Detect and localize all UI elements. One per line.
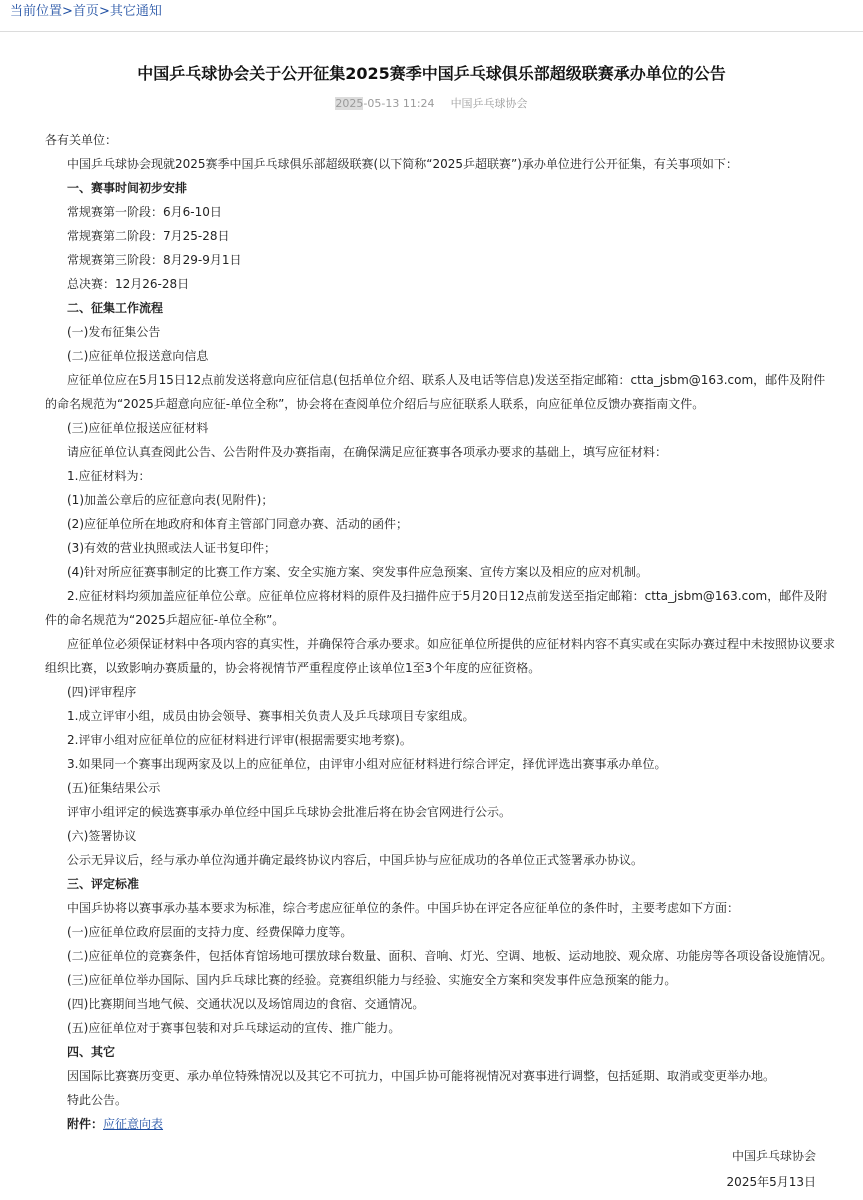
signature-org: 中国乒乓球协会 — [731, 1149, 816, 1163]
publisher: 中国乒乓球协会 — [450, 97, 528, 110]
materials-item: (1)加盖公章后的应征意向表(见附件)； — [67, 493, 274, 507]
attachment-label: 附件： — [67, 1117, 104, 1131]
schedule-item: 常规赛第三阶段：8月29-9月1日 — [67, 253, 242, 267]
section-heading-schedule: 一、赛事时间初步安排 — [67, 181, 188, 195]
criteria-item: (五)应征单位对于赛事包装和对乒乓球运动的宣传、推广能力。 — [67, 1021, 401, 1035]
article-body — [45, 128, 835, 1136]
article-meta — [0, 95, 863, 111]
publish-date-highlight: 2025 — [335, 97, 364, 110]
paragraph: 应征单位应在5月15日12点前发送将意向应征信息(包括单位介绍、联系人及电话等信息)发送至指定邮箱：ctta_jsbm@163.com，邮件及附件的命名规范为“2025乒超意向应征-单位全称”，协会将在查阅单位介绍后与应征联系人联系，向应征单位反馈办赛指南文件。 — [45, 373, 826, 411]
subheading: (二)应征单位报送意向信息 — [67, 349, 209, 363]
paragraph: 中国乒协将以赛事承办基本要求为标准，综合考虑应征单位的条件。中国乒协在评定各应征单位的条件时，主要考虑如下方面： — [67, 901, 740, 915]
breadcrumb-current[interactable]: 当前位置 — [10, 4, 63, 19]
breadcrumb — [10, 0, 162, 19]
publish-date-rest: -05-13 11:24 — [363, 97, 435, 110]
review-item: 1.成立评审小组，成员由协会领导、赛事相关负责人及乒乓球项目专家组成。 — [67, 709, 475, 723]
criteria-item: (一)应征单位政府层面的支持力度、经费保障力度等。 — [67, 925, 353, 939]
criteria-item: (二)应征单位的竞赛条件，包括体育馆场地可摆放球台数量、面积、音响、灯光、空调、地板、运动地胶、观众席、功能房等各项设备设施情况。 — [67, 949, 833, 963]
paragraph: 因国际比赛赛历变更、承办单位特殊情况以及其它不可抗力，中国乒协可能将视情况对赛事进行调整，包括延期、取消或变更举办地。 — [67, 1069, 776, 1083]
review-item: 2.评审小组对应征单位的应征材料进行评审(根据需要实地考察)。 — [67, 733, 412, 747]
subheading: (六)签署协议 — [67, 829, 137, 843]
section-heading-criteria: 三、评定标准 — [67, 877, 140, 891]
criteria-item: (三)应征单位举办国际、国内乒乓球比赛的经验。竞赛组织能力与经验、实施安全方案和突发事件应急预案的能力。 — [67, 973, 677, 987]
materials-heading: 1.应征材料为： — [67, 469, 151, 483]
paragraph: 请应征单位认真查阅此公告、公告附件及办赛指南，在确保满足应征赛事各项承办要求的基础上，填写应征材料： — [67, 445, 668, 459]
intro-paragraph: 中国乒乓球协会现就2025赛季中国乒乓球俱乐部超级联赛(以下简称“2025乒超联赛”)承办单位进行公开征集，有关事项如下： — [67, 157, 738, 171]
section-heading-other: 四、其它 — [67, 1045, 116, 1059]
materials-item: (4)针对所应征赛事制定的比赛工作方案、安全实施方案、突发事件应急预案、宣传方案以及相应的应对机制。 — [67, 565, 649, 579]
attachment-line — [45, 1112, 835, 1136]
subheading: (五)征集结果公示 — [67, 781, 161, 795]
paragraph: 2.应征材料均须加盖应征单位公章。应征单位应将材料的原件及扫描件应于5月20日12点前发送至指定邮箱：ctta_jsbm@163.com，邮件及附件的命名规范为“2025乒超应征-单位全称”。 — [45, 589, 828, 627]
schedule-item: 总决赛：12月26-28日 — [67, 277, 190, 291]
closing: 特此公告。 — [67, 1093, 128, 1107]
criteria-item: (四)比赛期间当地气候、交通状况以及场馆周边的食宿、交通情况。 — [67, 997, 425, 1011]
paragraph: 应征单位必须保证材料中各项内容的真实性，并确保符合承办要求。如应征单位所提供的应征材料内容不真实或在实际办赛过程中未按照协议要求组织比赛，以致影响办赛质量的，协会将视情节严重程度停止该单位1至3个年度的应征资格。 — [45, 637, 836, 675]
review-item: 3.如果同一个赛事出现两家及以上的应征单位，由评审小组对应征材料进行综合评定，择优评选出赛事承办单位。 — [67, 757, 667, 771]
breadcrumb-separator: > — [98, 4, 110, 19]
signature-block — [727, 1143, 816, 1195]
materials-item: (3)有效的营业执照或法人证书复印件； — [67, 541, 276, 555]
publish-date — [335, 97, 434, 110]
page-title: 中国乒乓球协会关于公开征集2025赛季中国乒乓球俱乐部超级联赛承办单位的公告 — [137, 64, 726, 83]
schedule-item: 常规赛第二阶段：7月25-28日 — [67, 229, 230, 243]
breadcrumb-home[interactable]: 首页 — [72, 4, 99, 19]
signature-date: 2025年5月13日 — [726, 1175, 816, 1189]
breadcrumb-bar — [0, 0, 863, 32]
subheading: (三)应征单位报送应征材料 — [67, 421, 209, 435]
subheading: (四)评审程序 — [67, 685, 137, 699]
materials-item: (2)应征单位所在地政府和体育主管部门同意办赛、活动的函件； — [67, 517, 409, 531]
salutation: 各有关单位： — [45, 133, 118, 147]
paragraph: 公示无异议后，经与承办单位沟通并确定最终协议内容后，中国乒协与应征成功的各单位正式签署承办协议。 — [67, 853, 644, 867]
subheading: (一)发布征集公告 — [67, 325, 161, 339]
section-heading-process: 二、征集工作流程 — [67, 301, 164, 315]
attachment-link[interactable]: 应征意向表 — [103, 1117, 164, 1131]
breadcrumb-separator: > — [62, 4, 73, 19]
breadcrumb-section[interactable]: 其它通知 — [109, 4, 162, 19]
schedule-item: 常规赛第一阶段：6月6-10日 — [67, 205, 222, 219]
paragraph: 评审小组评定的候选赛事承办单位经中国乒乓球协会批准后将在协会官网进行公示。 — [67, 805, 512, 819]
